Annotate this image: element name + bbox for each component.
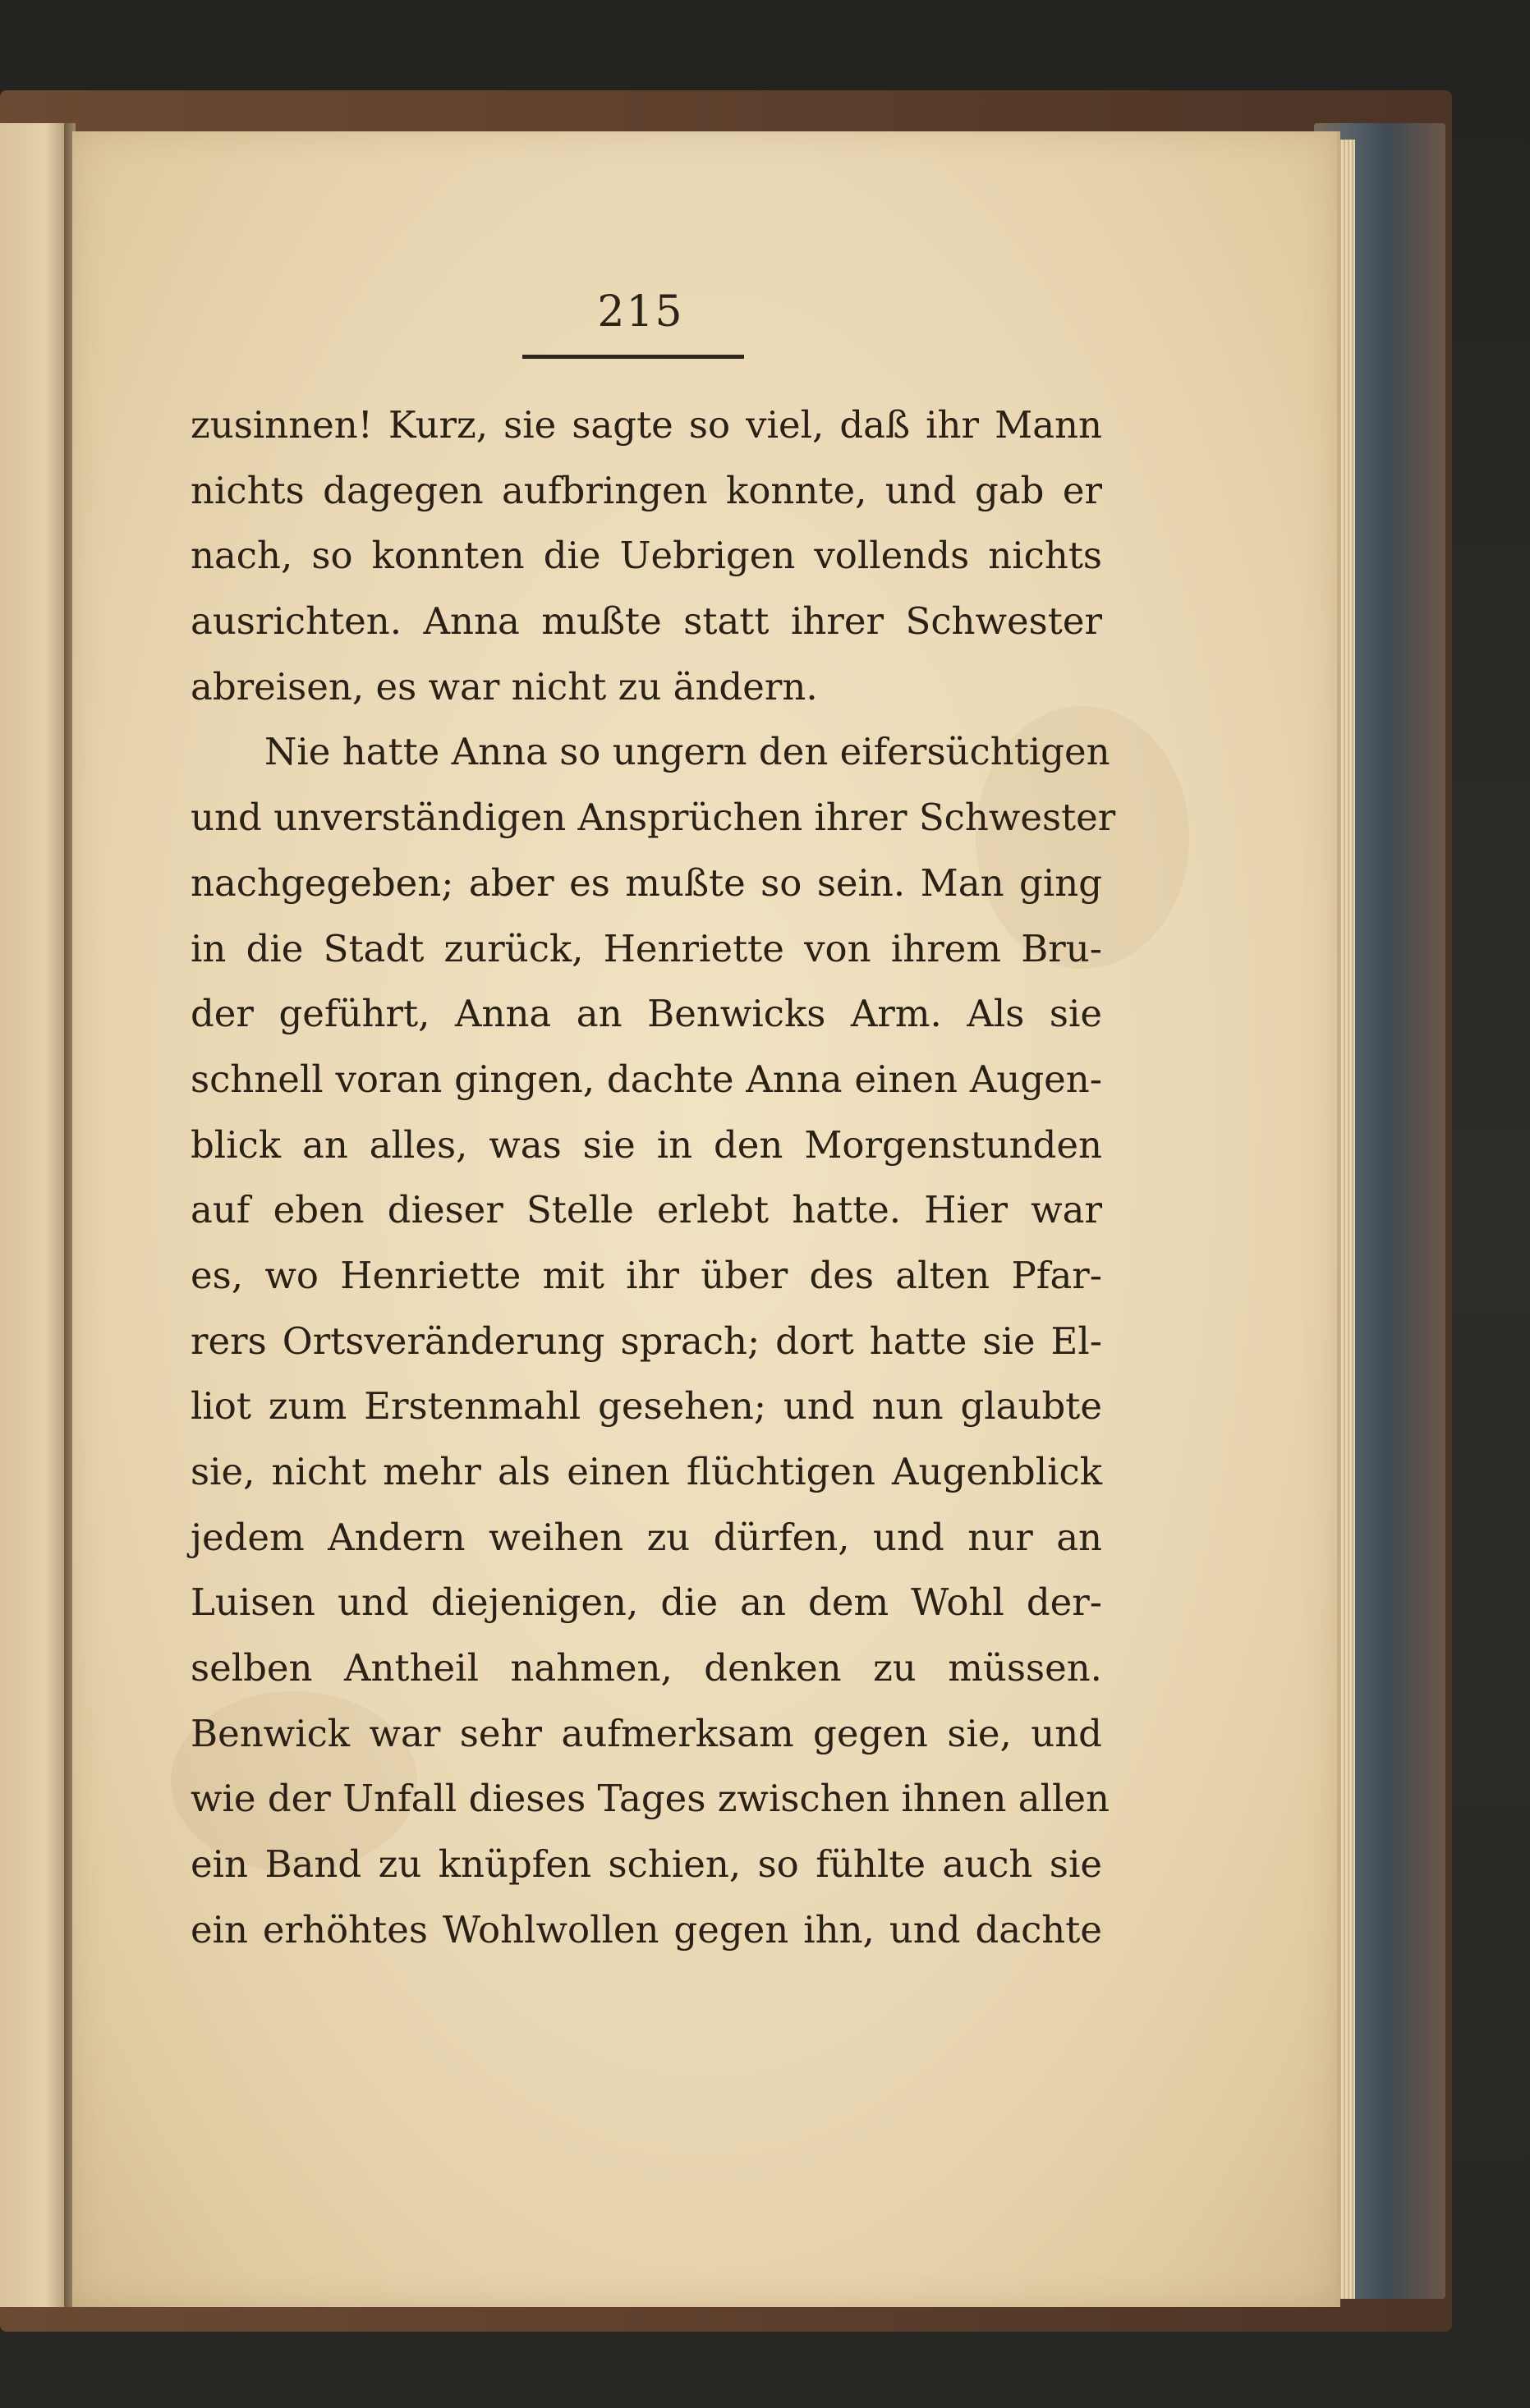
text-line: selben Antheil nahmen, denken zu müssen. bbox=[191, 1646, 1102, 1690]
text-line: schnell voran gingen, dachte Anna einen Augen- bbox=[191, 1057, 1102, 1101]
page-number: 215 bbox=[597, 287, 684, 337]
text-line: ein Band zu knüpfen schien, so fühlte auch sie bbox=[191, 1842, 1102, 1887]
text-line: und unverständigen Ansprüchen ihrer Schwester bbox=[191, 796, 1116, 840]
text-line: Luisen und diejenigen, die an dem Wohl der- bbox=[191, 1580, 1102, 1625]
text-line: jedem Andern weihen zu dürfen, und nur an bbox=[191, 1515, 1102, 1559]
text-line: ausrichten. Anna mußte statt ihrer Schwester bbox=[191, 599, 1102, 644]
text-line: in die Stadt zurück, Henriette von ihrem Bru- bbox=[191, 926, 1102, 970]
text-line: nach, so konnten die Uebrigen vollends nichts bbox=[191, 534, 1102, 578]
text-line: blick an alles, was sie in den Morgenstunden bbox=[191, 1122, 1102, 1167]
text-line: nachgegeben; aber es mußte so sein. Man ging bbox=[191, 860, 1102, 905]
facing-page-edge bbox=[0, 123, 68, 2307]
text-line: zusinnen! Kurz, sie sagte so viel, daß ihr Mann bbox=[191, 403, 1102, 447]
text-line: abreisen, es war nicht zu ändern. bbox=[191, 664, 818, 709]
text-line: auf eben dieser Stelle erlebt hatte. Hier war bbox=[191, 1188, 1102, 1232]
text-line: Nie hatte Anna so ungern den eifersüchtigen bbox=[264, 730, 1110, 774]
text-line: liot zum Erstenmahl gesehen; und nun glaubte bbox=[191, 1384, 1102, 1429]
text-line: der geführt, Anna an Benwicks Arm. Als sie bbox=[191, 992, 1102, 1036]
body-text bbox=[191, 392, 1116, 1963]
text-line: rers Ortsveränderung sprach; dort hatte sie El- bbox=[191, 1319, 1102, 1363]
text-line: ein erhöhtes Wohlwollen gegen ihn, und dachte bbox=[191, 1907, 1102, 1952]
text-line: wie der Unfall dieses Tages zwischen ihnen allen bbox=[191, 1777, 1110, 1821]
text-line: sie, nicht mehr als einen flüchtigen Augenblick bbox=[191, 1450, 1102, 1493]
text-line: nichts dagegen aufbringen konnte, und gab er bbox=[191, 468, 1102, 512]
header-rule bbox=[522, 355, 744, 359]
text-line: es, wo Henriette mit ihr über des alten Pfar- bbox=[191, 1253, 1102, 1297]
text-line: Benwick war sehr aufmerksam gegen sie, und bbox=[191, 1711, 1102, 1755]
